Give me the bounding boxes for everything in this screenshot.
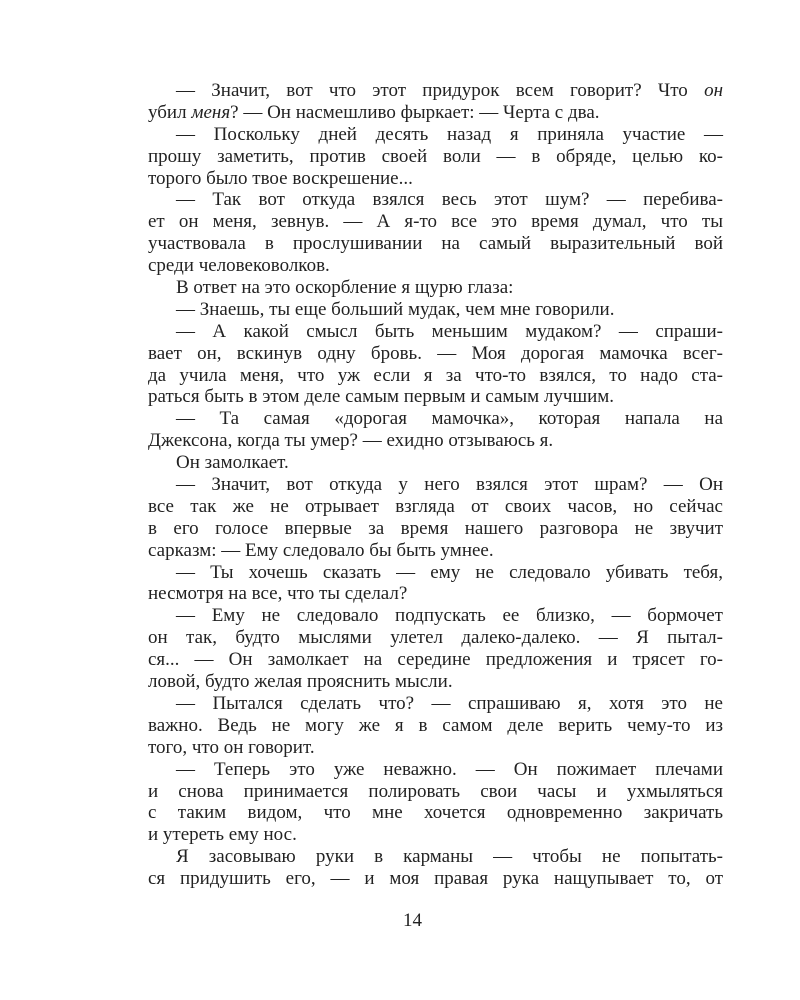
text-segment: убил: [148, 101, 192, 123]
text-line: ловой, будто желая прояснить мысли.: [148, 671, 453, 693]
text-line: Джексона, когда ты умер? — ехидно отзываюсь я.: [148, 430, 554, 452]
text-line: — Та самая «дорогая мамочка», которая напала на: [176, 408, 723, 430]
text-line: ся придушить его, — и моя правая рука нащупывает то, от: [148, 868, 723, 890]
paragraph: [148, 693, 723, 759]
text-line: торого было твое воскрешение...: [148, 167, 413, 189]
text-line: Он замолкает.: [176, 452, 289, 474]
text-line: среди человековолков.: [148, 255, 330, 277]
text-line: и утереть ему нос.: [148, 824, 297, 846]
text-segment: — Значит, вот что этот придурок всем говорит? Что: [176, 80, 705, 101]
text-line: — Пытался сделать что? — спрашиваю я, хотя это не: [176, 692, 723, 714]
text-line: все так же не отрывает взгляда от своих часов, но сейчас: [148, 495, 723, 517]
paragraph: [148, 277, 723, 299]
paragraph: [148, 759, 723, 847]
paragraph: [148, 189, 723, 277]
text-segment: ? — Он насмешливо фыркает: — Черта с два.: [230, 101, 600, 123]
text-line: вает он, вскинув одну бровь. — Моя дорогая мамочка всег-: [148, 342, 723, 364]
text-line: — Так вот откуда взялся весь этот шум? — перебива-: [176, 189, 723, 211]
text-line: [148, 80, 723, 102]
paragraph: [148, 474, 723, 562]
text-line: В ответ на это оскорбление я щурю глаза:: [176, 277, 514, 299]
text-line: — Поскольку дней десять назад я приняла участие —: [176, 123, 723, 145]
text-line: сарказм: — Ему следовало бы быть умнее.: [148, 539, 494, 561]
paragraph: [148, 124, 723, 190]
paragraph: [148, 846, 723, 890]
paragraph: [148, 562, 723, 606]
text-line: с таким видом, что мне хочется одновременно закричать: [148, 802, 723, 824]
text-line: ет он меня, зевнув. — А я-то все это время думал, что ты: [148, 211, 723, 233]
text-line: [148, 102, 723, 124]
text-line: важно. Ведь не могу же я в самом деле верить чему-то из: [148, 714, 723, 736]
text-line: он так, будто мыслями улетел далеко-далеко. — Я пытал-: [148, 627, 723, 649]
text-line: — Теперь это уже неважно. — Он пожимает плечами: [176, 758, 723, 780]
paragraph: [148, 321, 723, 409]
italic-text: меня: [191, 101, 231, 123]
paragraph: [148, 408, 723, 452]
text-line: участвовала в прослушивании на самый выразительный вой: [148, 233, 723, 255]
paragraph: [148, 299, 723, 321]
text-line: Я засовываю руки в карманы — чтобы не попытать-: [176, 846, 723, 868]
paragraph: [148, 605, 723, 693]
text-line: ся... — Он замолкает на середине предложения и трясет го-: [148, 649, 723, 671]
text-line: и снова принимается полировать свои часы и ухмыляться: [148, 780, 723, 802]
text-line: — Ему не следовало подпускать ее близко, — бормочет: [176, 605, 723, 627]
page-body: [148, 80, 723, 890]
text-line: в его голосе впервые за время нашего разговора не звучит: [148, 517, 723, 539]
paragraph: [148, 452, 723, 474]
text-line: раться быть в этом деле самым первым и самым лучшим.: [148, 386, 615, 408]
text-line: — Ты хочешь сказать — ему не следовало убивать тебя,: [176, 561, 723, 583]
text-line: — Знаешь, ты еще больший мудак, чем мне говорили.: [176, 298, 615, 320]
text-line: того, что он говорит.: [148, 736, 315, 758]
page-number: 14: [403, 910, 422, 931]
paragraph: [148, 80, 723, 124]
text-line: да учила меня, что уж если я за что-то взялся, то надо ста-: [148, 364, 723, 386]
text-line: прошу заметить, против своей воли — в обряде, целью ко-: [148, 145, 723, 167]
text-line: — Значит, вот откуда у него взялся этот шрам? — Он: [176, 474, 723, 496]
text-line: — А какой смысл быть меньшим мудаком? — спраши-: [176, 320, 723, 342]
text-line: несмотря на все, что ты сделал?: [148, 583, 408, 605]
italic-text: он: [704, 80, 723, 101]
